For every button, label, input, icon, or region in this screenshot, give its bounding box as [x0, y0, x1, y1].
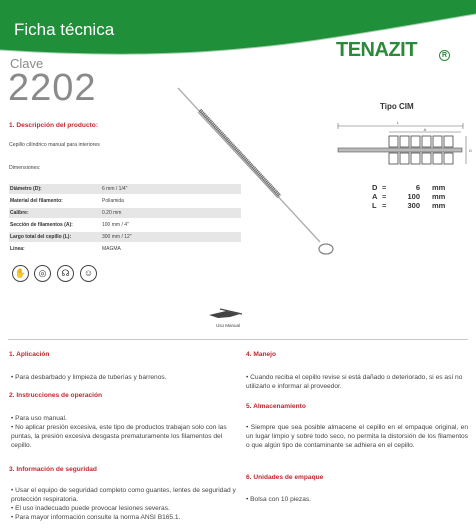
bristles-bottom [389, 153, 453, 164]
spec-row [9, 184, 241, 194]
spec-row [9, 244, 241, 254]
registered-mark: R [439, 50, 450, 61]
spec-value: 0.20 mm [102, 210, 122, 216]
spec-value: 100 mm / 4" [102, 222, 129, 228]
section-title-empaque: 6. Unidades de empaque [246, 474, 324, 481]
spec-label: Línea: [10, 246, 25, 252]
spec-row [9, 208, 241, 218]
spec-label: Material del filamento: [10, 198, 63, 204]
spec-label: Calibre: [10, 210, 29, 216]
section-title-instrucciones: 2. Instrucciones de operación [9, 392, 103, 399]
spec-row [9, 232, 241, 242]
ear-protection-icon: ☊ [57, 265, 74, 282]
clave-number: 2202 [8, 67, 97, 109]
brand-logo: TENAZIT [336, 39, 417, 61]
spec-value: MAGMA [102, 246, 121, 252]
aplicacion-text: • Para desbarbado y limpieza de tuberías y barrenos. [11, 374, 167, 381]
page-title: Ficha técnica [14, 20, 115, 39]
hand-brush-icon [206, 305, 244, 323]
section-title-almacenamiento: 5. Almacenamiento [246, 403, 306, 410]
clave-label: Clave [10, 56, 44, 71]
bristles-top [389, 136, 453, 147]
spec-value: Poliamida [102, 198, 124, 204]
dim-l-label: L [396, 120, 400, 125]
dim-d-label: D [469, 148, 472, 153]
spec-label: Sección de filamentos (A): [10, 222, 73, 228]
dimension-list: D = 6 mm A = 100 mm L = 300 mm [372, 183, 446, 210]
respirator-icon: ☺ [80, 265, 97, 282]
seguridad-text-1: • Usar el equipo de seguridad completo como guantes, lentes de seguridad y protección respiratoria. [11, 487, 236, 503]
dimensions-label: Dimensiones: [9, 165, 41, 171]
empaque-text: • Bolsa con 10 piezas. [246, 496, 311, 503]
seguridad-text-2: • El uso inadecuado puede provocar lesiones severas. [11, 505, 170, 512]
spec-value: 6 mm / 1/4" [102, 186, 128, 192]
section-title-aplicacion: 1. Aplicación [9, 351, 50, 358]
description-text: Cepillo cilíndrico manual para interiores [9, 142, 100, 148]
spec-label: Diámetro (D): [10, 186, 42, 192]
spec-label: Largo total del cepillo (L): [10, 234, 72, 240]
section-title-seguridad: 3. Información de seguridad [9, 466, 97, 473]
spec-row [9, 220, 241, 230]
seguridad-text-3: • Para mayor información consulte la norma ANSI B165.1. [11, 514, 181, 521]
instrucciones-text-2: • No aplicar presión excesiva, este tipo de productos trabajan solo con las puntas, la presión excesiva desgasta prematuramente los filamentos del cepillo. [11, 424, 227, 449]
spec-value: 300 mm / 12" [102, 234, 132, 240]
instrucciones-text-1: • Para uso manual. [11, 415, 67, 422]
spec-row [9, 196, 241, 206]
dim-a-label: A [423, 127, 427, 132]
section-title-manejo: 4. Manejo [246, 351, 277, 358]
gloves-icon: ✋ [12, 265, 29, 282]
usage-label: Uso Manual [216, 323, 241, 328]
divider [8, 339, 468, 340]
diagram-type: Tipo CIM [380, 102, 414, 111]
description-title: 1. Descripción del producto: [9, 122, 99, 129]
manejo-text: • Cuando reciba el cepillo revise si está dañado o deteriorado, si es así no utilizarlo e informar al proveedor. [246, 374, 463, 390]
almacenamiento-text: • Siempre que sea posible almacene el cepillo en el empaque original, en un lugar limpio y sobre todo seco, no permita la distorsión de los filamentos o que algún tipo de contaminante se adhiera en el cepillo. [246, 424, 468, 449]
goggles-icon: ◎ [34, 265, 51, 282]
